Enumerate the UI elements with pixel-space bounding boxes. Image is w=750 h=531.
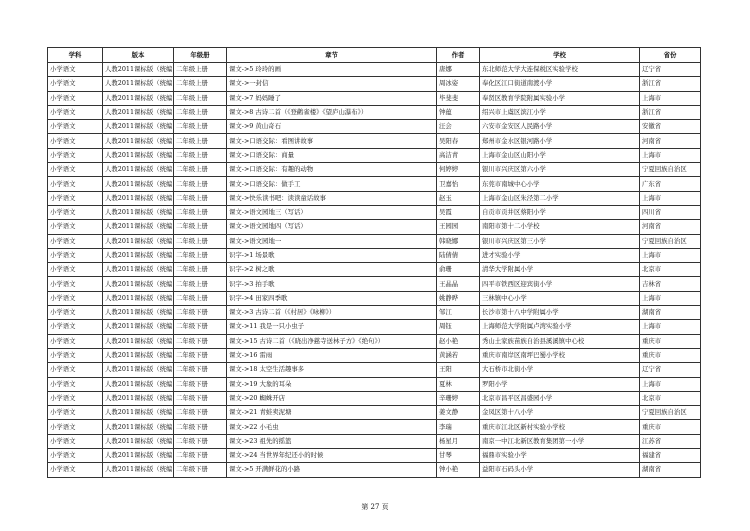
cell-author: 何婷婷 bbox=[437, 163, 480, 177]
cell-grade-volume: 二年级上册 bbox=[174, 177, 227, 191]
cell-grade-volume: 二年级下册 bbox=[174, 449, 227, 463]
cell-grade-volume: 二年级下册 bbox=[174, 377, 227, 391]
table-body bbox=[48, 63, 701, 478]
cell-province: 上海市 bbox=[640, 248, 701, 262]
cell-province: 四川省 bbox=[640, 205, 701, 219]
cell-school: 清华大学附属小学 bbox=[480, 263, 640, 277]
cell-grade-volume: 二年级下册 bbox=[174, 420, 227, 434]
cell-province: 北京市 bbox=[640, 263, 701, 277]
cell-chapter: 课文->口语交际：商量 bbox=[227, 148, 437, 162]
table-row bbox=[48, 306, 701, 320]
cell-edition: 人教2011课标版（统编 bbox=[103, 220, 174, 234]
cell-author: 王晶晶 bbox=[437, 277, 480, 291]
cell-author: 周冰姿 bbox=[437, 77, 480, 91]
table-row bbox=[48, 234, 701, 248]
cell-subject: 小学语文 bbox=[48, 248, 103, 262]
cell-grade-volume: 二年级上册 bbox=[174, 234, 227, 248]
cell-edition: 人教2011课标版（统编 bbox=[103, 205, 174, 219]
cell-province: 河南省 bbox=[640, 134, 701, 148]
cell-chapter: 课文->5 玲玲的画 bbox=[227, 63, 437, 77]
cell-subject: 小学语文 bbox=[48, 163, 103, 177]
table-row bbox=[48, 348, 701, 362]
cell-grade-volume: 二年级上册 bbox=[174, 263, 227, 277]
cell-author: 黄涵若 bbox=[437, 348, 480, 362]
cell-school: 罗阳小学 bbox=[480, 377, 640, 391]
cell-grade-volume: 二年级上册 bbox=[174, 220, 227, 234]
cell-author: 陆倩倩 bbox=[437, 248, 480, 262]
cell-subject: 小学语文 bbox=[48, 320, 103, 334]
cell-subject: 小学语文 bbox=[48, 91, 103, 105]
cell-province: 宁夏回族自治区 bbox=[640, 234, 701, 248]
cell-edition: 人教2011课标版（统编 bbox=[103, 77, 174, 91]
cell-chapter: 课文->口语交际：做手工 bbox=[227, 177, 437, 191]
cell-grade-volume: 二年级下册 bbox=[174, 463, 227, 477]
cell-province: 北京市 bbox=[640, 391, 701, 405]
cell-author: 吴霞 bbox=[437, 205, 480, 219]
table-row bbox=[48, 63, 701, 77]
cell-author: 周钰 bbox=[437, 320, 480, 334]
cell-chapter: 课文->一封信 bbox=[227, 77, 437, 91]
cell-school: 重庆市江北区新村实验小学校 bbox=[480, 420, 640, 434]
table-row bbox=[48, 177, 701, 191]
cell-chapter: 课文->3 古诗二首（《村居》《咏柳》） bbox=[227, 306, 437, 320]
cell-grade-volume: 二年级下册 bbox=[174, 320, 227, 334]
cell-author: 高洁青 bbox=[437, 148, 480, 162]
cell-author: 杨星月 bbox=[437, 434, 480, 448]
cell-school: 自贡市贡井区蔡阳小学 bbox=[480, 205, 640, 219]
cell-subject: 小学语文 bbox=[48, 391, 103, 405]
cell-author: 韩晓娜 bbox=[437, 234, 480, 248]
table-row bbox=[48, 163, 701, 177]
cell-author: 赵小艳 bbox=[437, 334, 480, 348]
cell-edition: 人教2011课标版（统编 bbox=[103, 191, 174, 205]
cell-chapter: 课文->24 当世界年纪还小的时候 bbox=[227, 449, 437, 463]
cell-author: 赵玉 bbox=[437, 191, 480, 205]
cell-province: 辽宁省 bbox=[640, 63, 701, 77]
cell-grade-volume: 二年级上册 bbox=[174, 191, 227, 205]
cell-province: 湖南省 bbox=[640, 463, 701, 477]
cell-subject: 小学语文 bbox=[48, 177, 103, 191]
cell-subject: 小学语文 bbox=[48, 449, 103, 463]
table-row bbox=[48, 91, 701, 105]
table-row bbox=[48, 105, 701, 119]
table-row bbox=[48, 263, 701, 277]
cell-chapter: 识字->1 场景歌 bbox=[227, 248, 437, 262]
cell-chapter: 课文->口语交际：有趣的动物 bbox=[227, 163, 437, 177]
cell-subject: 小学语文 bbox=[48, 348, 103, 362]
header-grade-volume: 年级册 bbox=[174, 48, 227, 63]
cell-edition: 人教2011课标版（统编 bbox=[103, 377, 174, 391]
cell-school: 上海师范大学附属卢湾实验小学 bbox=[480, 320, 640, 334]
header-subject: 学科 bbox=[48, 48, 103, 63]
cell-subject: 小学语文 bbox=[48, 277, 103, 291]
cell-chapter: 课文->20 蜘蛛开店 bbox=[227, 391, 437, 405]
cell-subject: 小学语文 bbox=[48, 120, 103, 134]
cell-edition: 人教2011课标版（统编 bbox=[103, 134, 174, 148]
cell-author: 甘琴 bbox=[437, 449, 480, 463]
table-row bbox=[48, 205, 701, 219]
cell-chapter: 课文->9 黄山奇石 bbox=[227, 120, 437, 134]
cell-school: 三林镇中心小学 bbox=[480, 291, 640, 305]
cell-province: 上海市 bbox=[640, 91, 701, 105]
table-row bbox=[48, 434, 701, 448]
cell-chapter: 课文->22 小毛虫 bbox=[227, 420, 437, 434]
cell-edition: 人教2011课标版（统编 bbox=[103, 291, 174, 305]
cell-grade-volume: 二年级下册 bbox=[174, 391, 227, 405]
table-row bbox=[48, 120, 701, 134]
cell-school: 进才实验小学 bbox=[480, 248, 640, 262]
cell-subject: 小学语文 bbox=[48, 191, 103, 205]
cell-chapter: 识字->2 树之歌 bbox=[227, 263, 437, 277]
cell-subject: 小学语文 bbox=[48, 220, 103, 234]
cell-school: 奉化区江口街道南渡小学 bbox=[480, 77, 640, 91]
cell-province: 广东省 bbox=[640, 177, 701, 191]
cell-author: 姜文静 bbox=[437, 406, 480, 420]
cell-school: 银川市兴庆区第六小学 bbox=[480, 163, 640, 177]
cell-edition: 人教2011课标版（统编 bbox=[103, 277, 174, 291]
cell-school: 东莞市南城中心小学 bbox=[480, 177, 640, 191]
cell-province: 重庆市 bbox=[640, 420, 701, 434]
cell-subject: 小学语文 bbox=[48, 420, 103, 434]
cell-author: 辛珊婷 bbox=[437, 391, 480, 405]
cell-subject: 小学语文 bbox=[48, 263, 103, 277]
cell-author: 唐娜 bbox=[437, 63, 480, 77]
cell-school: 金凤区第十八小学 bbox=[480, 406, 640, 420]
header-chapter: 章节 bbox=[227, 48, 437, 63]
cell-edition: 人教2011课标版（统编 bbox=[103, 234, 174, 248]
cell-grade-volume: 二年级上册 bbox=[174, 77, 227, 91]
cell-grade-volume: 二年级下册 bbox=[174, 348, 227, 362]
cell-edition: 人教2011课标版（统编 bbox=[103, 63, 174, 77]
table-row bbox=[48, 277, 701, 291]
cell-subject: 小学语文 bbox=[48, 377, 103, 391]
cell-edition: 人教2011课标版（统编 bbox=[103, 420, 174, 434]
cell-grade-volume: 二年级上册 bbox=[174, 163, 227, 177]
table-row bbox=[48, 406, 701, 420]
cell-edition: 人教2011课标版（统编 bbox=[103, 163, 174, 177]
cell-chapter: 识字->4 田家四季歌 bbox=[227, 291, 437, 305]
cell-author: 王阳 bbox=[437, 363, 480, 377]
cell-edition: 人教2011课标版（统编 bbox=[103, 148, 174, 162]
cell-grade-volume: 二年级下册 bbox=[174, 406, 227, 420]
table-row bbox=[48, 334, 701, 348]
cell-subject: 小学语文 bbox=[48, 148, 103, 162]
cell-subject: 小学语文 bbox=[48, 334, 103, 348]
cell-province: 湖南省 bbox=[640, 306, 701, 320]
cell-grade-volume: 二年级下册 bbox=[174, 363, 227, 377]
cell-subject: 小学语文 bbox=[48, 77, 103, 91]
cell-province: 上海市 bbox=[640, 377, 701, 391]
cell-school: 南京一中江北新区教育集团第一小学 bbox=[480, 434, 640, 448]
header-row bbox=[48, 48, 701, 63]
cell-edition: 人教2011课标版（统编 bbox=[103, 120, 174, 134]
cell-subject: 小学语文 bbox=[48, 291, 103, 305]
cell-edition: 人教2011课标版（统编 bbox=[103, 91, 174, 105]
cell-grade-volume: 二年级上册 bbox=[174, 291, 227, 305]
cell-school: 银川市兴庆区第三小学 bbox=[480, 234, 640, 248]
cell-province: 浙江省 bbox=[640, 105, 701, 119]
cell-province: 吉林省 bbox=[640, 277, 701, 291]
cell-subject: 小学语文 bbox=[48, 306, 103, 320]
cell-chapter: 课文->语文园地一 bbox=[227, 234, 437, 248]
cell-chapter: 课文->19 大象的耳朵 bbox=[227, 377, 437, 391]
table-row bbox=[48, 248, 701, 262]
cell-edition: 人教2011课标版（统编 bbox=[103, 263, 174, 277]
page-number: 第 27 页 bbox=[361, 503, 389, 511]
header-province: 省份 bbox=[640, 48, 701, 63]
cell-school: 东北师范大学大连保税区实验学校 bbox=[480, 63, 640, 77]
cell-edition: 人教2011课标版（统编 bbox=[103, 391, 174, 405]
cell-author: 姚静晔 bbox=[437, 291, 480, 305]
cell-province: 重庆市 bbox=[640, 334, 701, 348]
cell-chapter: 课文->23 祖先的摇篮 bbox=[227, 434, 437, 448]
cell-school: 南阳市第十二小学校 bbox=[480, 220, 640, 234]
cell-school: 郑州市金水区银河路小学 bbox=[480, 134, 640, 148]
cell-author: 卫嘉怡 bbox=[437, 177, 480, 191]
cell-chapter: 课文->21 青蛙卖泥塘 bbox=[227, 406, 437, 420]
cell-province: 福建省 bbox=[640, 449, 701, 463]
table-row bbox=[48, 463, 701, 477]
table-header bbox=[48, 48, 701, 63]
cell-school: 上海市金山区朱泾第二小学 bbox=[480, 191, 640, 205]
cell-grade-volume: 二年级上册 bbox=[174, 205, 227, 219]
cell-chapter: 课文->口语交际：看图讲故事 bbox=[227, 134, 437, 148]
cell-grade-volume: 二年级上册 bbox=[174, 63, 227, 77]
table-row bbox=[48, 320, 701, 334]
resource-table bbox=[47, 47, 701, 478]
cell-school: 长沙市第十八中学附属小学 bbox=[480, 306, 640, 320]
cell-edition: 人教2011课标版（统编 bbox=[103, 105, 174, 119]
cell-chapter: 课文->8 古诗二首（《登鹳雀楼》《望庐山瀑布》） bbox=[227, 105, 437, 119]
header-author: 作者 bbox=[437, 48, 480, 63]
cell-subject: 小学语文 bbox=[48, 205, 103, 219]
table-row bbox=[48, 191, 701, 205]
cell-province: 河南省 bbox=[640, 220, 701, 234]
table-row bbox=[48, 377, 701, 391]
cell-province: 江苏省 bbox=[640, 434, 701, 448]
header-school: 学校 bbox=[480, 48, 640, 63]
cell-edition: 人教2011课标版（统编 bbox=[103, 406, 174, 420]
cell-edition: 人教2011课标版（统编 bbox=[103, 320, 174, 334]
table-row bbox=[48, 291, 701, 305]
cell-author: 毕斐斐 bbox=[437, 91, 480, 105]
cell-province: 上海市 bbox=[640, 191, 701, 205]
cell-school: 秀山土家族苗族自治县溪溪镇中心校 bbox=[480, 334, 640, 348]
cell-school: 绍兴市上虞区滨江小学 bbox=[480, 105, 640, 119]
cell-province: 重庆市 bbox=[640, 348, 701, 362]
cell-grade-volume: 二年级上册 bbox=[174, 105, 227, 119]
cell-author: 钟小艳 bbox=[437, 463, 480, 477]
cell-chapter: 课文->5 开满鲜花的小路 bbox=[227, 463, 437, 477]
cell-school: 四平市铁西区迎宾街小学 bbox=[480, 277, 640, 291]
cell-chapter: 课文->语文园地三（写话） bbox=[227, 205, 437, 219]
cell-author: 钟蕴 bbox=[437, 105, 480, 119]
cell-chapter: 课文->15 古诗二首（《晓出净慈寺送林子方》《绝句》） bbox=[227, 334, 437, 348]
cell-subject: 小学语文 bbox=[48, 363, 103, 377]
cell-grade-volume: 二年级上册 bbox=[174, 120, 227, 134]
cell-province: 浙江省 bbox=[640, 77, 701, 91]
cell-author: 李瑞 bbox=[437, 420, 480, 434]
cell-grade-volume: 二年级上册 bbox=[174, 148, 227, 162]
cell-grade-volume: 二年级下册 bbox=[174, 306, 227, 320]
cell-province: 宁夏回族自治区 bbox=[640, 406, 701, 420]
cell-edition: 人教2011课标版（统编 bbox=[103, 334, 174, 348]
cell-province: 宁夏回族自治区 bbox=[640, 163, 701, 177]
cell-grade-volume: 二年级下册 bbox=[174, 334, 227, 348]
table-row bbox=[48, 220, 701, 234]
cell-grade-volume: 二年级上册 bbox=[174, 248, 227, 262]
cell-subject: 小学语文 bbox=[48, 434, 103, 448]
cell-school: 益阳市石码头小学 bbox=[480, 463, 640, 477]
table-row bbox=[48, 363, 701, 377]
cell-author: 夏林 bbox=[437, 377, 480, 391]
cell-chapter: 课文->7 妈妈睡了 bbox=[227, 91, 437, 105]
cell-edition: 人教2011课标版（统编 bbox=[103, 306, 174, 320]
cell-school: 大石桥市北街小学 bbox=[480, 363, 640, 377]
cell-edition: 人教2011课标版（统编 bbox=[103, 434, 174, 448]
cell-author: 邹江 bbox=[437, 306, 480, 320]
cell-subject: 小学语文 bbox=[48, 406, 103, 420]
cell-edition: 人教2011课标版（统编 bbox=[103, 363, 174, 377]
cell-subject: 小学语文 bbox=[48, 63, 103, 77]
cell-author: 王园园 bbox=[437, 220, 480, 234]
cell-subject: 小学语文 bbox=[48, 134, 103, 148]
cell-edition: 人教2011课标版（统编 bbox=[103, 248, 174, 262]
table-row bbox=[48, 148, 701, 162]
cell-chapter: 课文->语文园地四（写话） bbox=[227, 220, 437, 234]
cell-grade-volume: 二年级下册 bbox=[174, 434, 227, 448]
table-row bbox=[48, 134, 701, 148]
cell-subject: 小学语文 bbox=[48, 234, 103, 248]
cell-province: 辽宁省 bbox=[640, 363, 701, 377]
cell-chapter: 识字->3 拍手歌 bbox=[227, 277, 437, 291]
table-row bbox=[48, 391, 701, 405]
cell-grade-volume: 二年级上册 bbox=[174, 91, 227, 105]
cell-edition: 人教2011课标版（统编 bbox=[103, 449, 174, 463]
table-row bbox=[48, 449, 701, 463]
cell-province: 安徽省 bbox=[640, 120, 701, 134]
cell-chapter: 课文->11 我是一只小虫子 bbox=[227, 320, 437, 334]
cell-chapter: 课文->快乐读书吧：读读童话故事 bbox=[227, 191, 437, 205]
cell-edition: 人教2011课标版（统编 bbox=[103, 177, 174, 191]
header-edition: 版本 bbox=[103, 48, 174, 63]
cell-author: 俞珊 bbox=[437, 263, 480, 277]
cell-grade-volume: 二年级上册 bbox=[174, 277, 227, 291]
cell-school: 福鼎市实验小学 bbox=[480, 449, 640, 463]
cell-school: 奉贤区教育学院附属实验小学 bbox=[480, 91, 640, 105]
cell-edition: 人教2011课标版（统编 bbox=[103, 348, 174, 362]
cell-edition: 人教2011课标版（统编 bbox=[103, 463, 174, 477]
cell-school: 重庆市南岸区南坪巴蜀小学校 bbox=[480, 348, 640, 362]
cell-province: 上海市 bbox=[640, 291, 701, 305]
cell-subject: 小学语文 bbox=[48, 463, 103, 477]
cell-subject: 小学语文 bbox=[48, 105, 103, 119]
cell-province: 上海市 bbox=[640, 320, 701, 334]
table-row bbox=[48, 77, 701, 91]
cell-school: 北京市昌平区昌盛园小学 bbox=[480, 391, 640, 405]
cell-author: 汪会 bbox=[437, 120, 480, 134]
cell-school: 上海市金山区山阳小学 bbox=[480, 148, 640, 162]
cell-province: 上海市 bbox=[640, 148, 701, 162]
cell-chapter: 课文->18 太空生活趣事多 bbox=[227, 363, 437, 377]
cell-grade-volume: 二年级上册 bbox=[174, 134, 227, 148]
cell-school: 六安市金安区人民路小学 bbox=[480, 120, 640, 134]
cell-author: 吴阳春 bbox=[437, 134, 480, 148]
table-row bbox=[48, 420, 701, 434]
cell-chapter: 课文->16 雷雨 bbox=[227, 348, 437, 362]
